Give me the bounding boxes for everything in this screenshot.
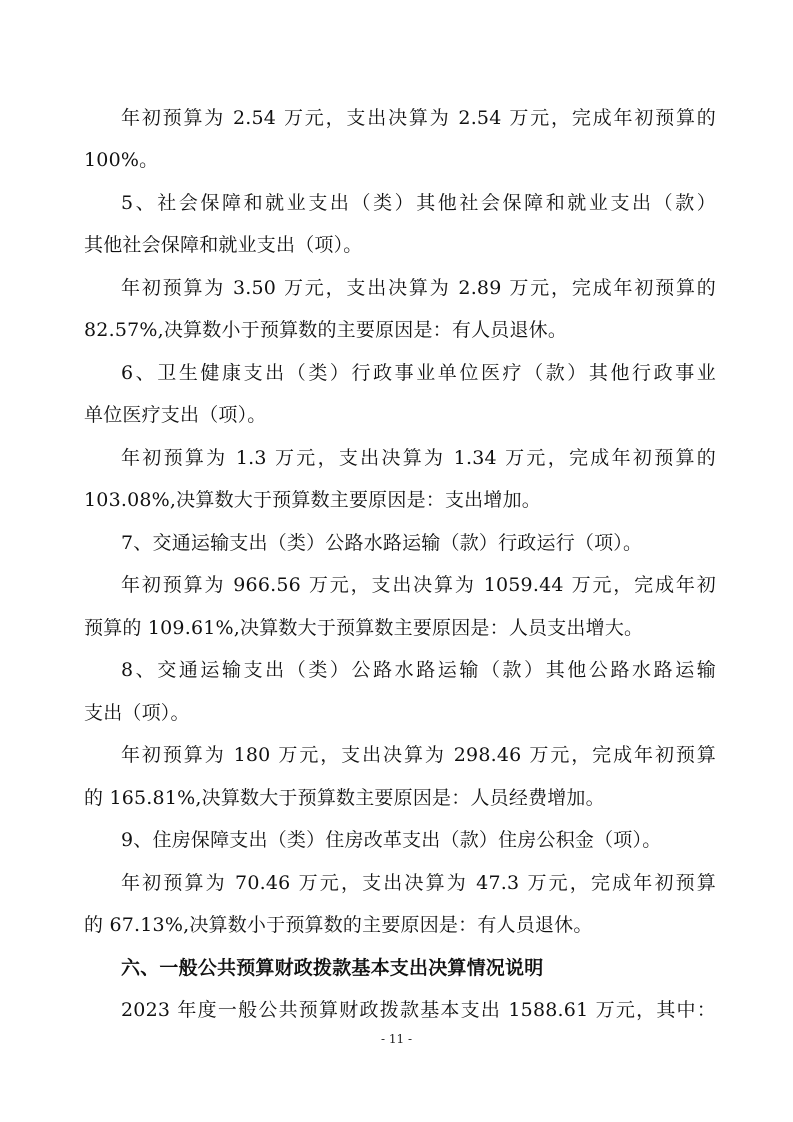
paragraph-line: 支出（项）。 — [84, 702, 190, 724]
paragraph-line: 单位医疗支出（项）。 — [84, 404, 267, 426]
paragraph-line: 年初预算为 2.54 万元，支出决算为 2.54 万元，完成年初预算的 — [121, 107, 716, 129]
paragraph-line: 100%。 — [84, 149, 159, 171]
paragraph-line: 8、交通运输支出（类）公路水路运输（款）其他公路水路运输 — [121, 659, 716, 681]
paragraph-line: 预算的 109.61%,决算数大于预算数主要原因是：人员支出增大。 — [84, 617, 644, 639]
page-number: - 11 - — [380, 1032, 412, 1046]
paragraph-line: 5、社会保障和就业支出（类）其他社会保障和就业支出（款） — [121, 192, 716, 214]
paragraph-line: 年初预算为 180 万元，支出决算为 298.46 万元，完成年初预算 — [121, 744, 716, 766]
paragraph-line: 82.57%,决算数小于预算数的主要原因是：有人员退休。 — [84, 319, 568, 341]
paragraph-line: 的 165.81%,决算数大于预算数主要原因是：人员经费增加。 — [84, 787, 605, 809]
paragraph-line: 7、交通运输支出（类）公路水路运输（款）行政运行（项）。 — [121, 532, 643, 554]
paragraph-line: 年初预算为 966.56 万元，支出决算为 1059.44 万元，完成年初 — [121, 574, 716, 596]
paragraph-line: 年初预算为 70.46 万元，支出决算为 47.3 万元，完成年初预算 — [121, 872, 716, 894]
paragraph-line: 的 67.13%,决算数小于预算数的主要原因是：有人员退休。 — [84, 914, 593, 936]
paragraph-line: 年初预算为 3.50 万元，支出决算为 2.89 万元，完成年初预算的 — [121, 277, 716, 299]
section-heading: 六、一般公共预算财政拨款基本支出决算情况说明 — [121, 957, 544, 979]
paragraph-line: 103.08%,决算数大于预算数主要原因是：支出增加。 — [84, 489, 541, 511]
paragraph-line: 其他社会保障和就业支出（项）。 — [84, 234, 363, 256]
paragraph-line: 9、住房保障支出（类）住房改革支出（款）住房公积金（项）。 — [121, 829, 662, 851]
paragraph-line: 6、卫生健康支出（类）行政事业单位医疗（款）其他行政事业 — [121, 362, 716, 384]
paragraph-line: 2023 年度一般公共预算财政拨款基本支出 1588.61 万元，其中： — [121, 999, 716, 1021]
paragraph-line: 年初预算为 1.3 万元，支出决算为 1.34 万元，完成年初预算的 — [121, 447, 716, 469]
